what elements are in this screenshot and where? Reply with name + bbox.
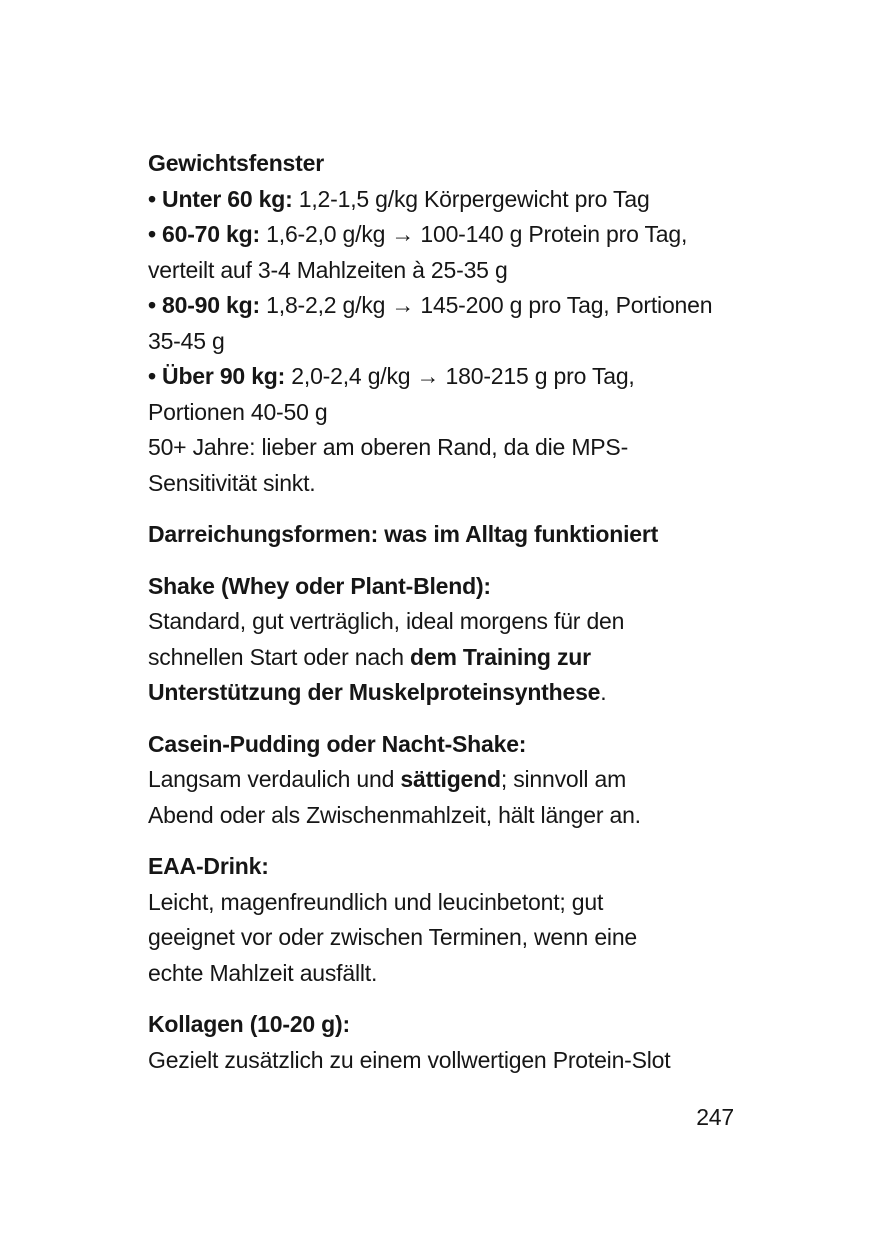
text-line <box>148 430 734 466</box>
text-run: 50+ Jahre: lieber am oberen Rand, da die MPS- <box>148 434 629 460</box>
bold-text-run: Gewichtsfenster <box>148 150 324 176</box>
bold-text-run: Kollagen (10-20 g): <box>148 1011 350 1037</box>
kollagen-paragraph <box>148 1007 734 1078</box>
text-line <box>148 146 734 182</box>
text-line <box>148 182 734 218</box>
text-line <box>148 395 734 431</box>
text-line <box>148 885 734 921</box>
text-run: ; sinnvoll am <box>500 766 627 792</box>
text-run: Abend oder als Zwischenmahlzeit, hält länger an. <box>148 801 641 828</box>
text-run: Standard, gut verträglich, ideal morgens für den <box>148 608 625 634</box>
text-line <box>148 727 734 763</box>
text-run: Gezielt zusätzlich zu einem vollwertigen Protein-Slot <box>148 1046 671 1073</box>
bold-text-run: • 80-90 kg: <box>148 292 260 318</box>
bold-text-run: • Unter 60 kg: <box>148 185 293 212</box>
text-run: Portionen 40-50 g <box>148 398 328 425</box>
text-run: verteilt auf 3-4 Mahlzeiten à 25-35 g <box>148 256 508 283</box>
bold-text-run: sättigend <box>400 766 501 792</box>
bold-text-run: Darreichungsformen: was im Alltag funktioniert <box>148 521 659 547</box>
bold-text-run: dem Training zur <box>410 643 591 670</box>
text-run: Sensitivität sinkt. <box>148 469 316 496</box>
text-line <box>148 324 734 360</box>
text-line <box>148 798 734 834</box>
bold-text-run: Casein-Pudding oder Nacht-Shake: <box>148 730 527 757</box>
text-line <box>148 604 734 640</box>
bold-text-run: • 60-70 kg: <box>148 221 260 247</box>
text-line <box>148 762 734 798</box>
text-line <box>148 569 734 605</box>
text-run: 2,0-2,4 g/kg → 180-215 g pro Tag, <box>285 363 635 389</box>
bold-text-run: • Über 90 kg: <box>148 363 286 389</box>
eaa-paragraph <box>148 849 734 991</box>
text-run: 1,2-1,5 g/kg Körpergewicht pro Tag <box>292 185 650 212</box>
bold-text-run: Shake (Whey oder Plant-Blend): <box>148 572 491 599</box>
text-run: geeignet vor oder zwischen Terminen, wenn eine <box>148 924 638 950</box>
text-line <box>148 253 734 289</box>
text-line <box>148 956 734 992</box>
text-run: . <box>600 679 607 705</box>
text-run: Leicht, magenfreundlich und leucinbetont; gut <box>148 888 604 915</box>
darreichungsformen-heading <box>148 517 734 553</box>
text-run: 35-45 g <box>148 327 225 354</box>
casein-paragraph <box>148 727 734 834</box>
text-line <box>148 640 734 676</box>
text-run: 1,6-2,0 g/kg → 100-140 g Protein pro Tag, <box>259 221 688 247</box>
gewichtsfenster-section <box>148 146 734 501</box>
text-line <box>148 920 734 956</box>
text-run: 1,8-2,2 g/kg → 145-200 g pro Tag, Portionen <box>259 292 713 318</box>
bold-text-run: Unterstützung der Muskelproteinsynthese <box>148 679 601 705</box>
document-content <box>148 146 734 1078</box>
bold-text-run: EAA-Drink: <box>148 853 269 879</box>
shake-paragraph <box>148 569 734 711</box>
text-line <box>148 1007 734 1043</box>
text-line <box>148 466 734 502</box>
text-line <box>148 359 734 395</box>
text-line <box>148 849 734 885</box>
text-line <box>148 1043 734 1079</box>
text-run: echte Mahlzeit ausfällt. <box>148 959 378 986</box>
text-run: schnellen Start oder nach <box>148 643 411 670</box>
text-run: Langsam verdaulich und <box>148 766 401 792</box>
text-line <box>148 675 734 711</box>
text-line <box>148 288 734 324</box>
text-line <box>148 517 734 553</box>
page-number: 247 <box>696 1104 734 1130</box>
text-line <box>148 217 734 253</box>
